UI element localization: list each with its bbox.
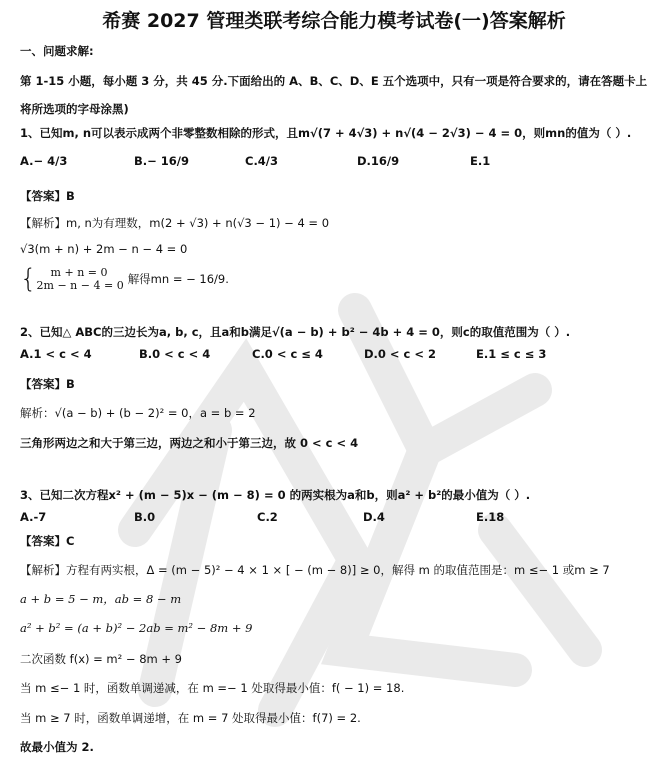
q3-analysis-5: 当 m ≤− 1 时，函数单调递减，在 m =− 1 处取得最小值：f( − 1) = 18.	[20, 681, 405, 695]
q1-option-d: D.16/9	[357, 154, 400, 168]
q1-stem: 1、已知m, n可以表示成两个非零整数相除的形式，且m√(7 + 4√3) + n√(4 − 2√3) − 4 = 0，则mn的值为（ ）.	[20, 126, 632, 140]
q2-option-c: C.0 < c ≤ 4	[252, 347, 323, 361]
q2-option-a: A.1 < c < 4	[20, 347, 92, 361]
q1-answer: 【答案】B	[20, 189, 75, 203]
q1-equation-1: m + n = 0	[50, 266, 108, 279]
q1-option-b: B.− 16/9	[134, 154, 189, 168]
q2-analysis-1: 解析：√(a − b) + (b − 2)² = 0，a = b = 2	[20, 406, 256, 420]
q3-answer: 【答案】C	[20, 534, 75, 548]
left-brace: {	[20, 264, 37, 294]
q1-option-c: C.4/3	[245, 154, 279, 168]
page-title: 希赛 2027 管理类联考综合能力模考试卷(一)答案解析	[102, 10, 566, 32]
q3-option-a: A.-7	[20, 510, 47, 524]
q3-stem: 3、已知二次方程x² + (m − 5)x − (m − 8) = 0 的两实根为a和b，则a² + b²的最小值为（ ）.	[20, 488, 531, 502]
q1-equation-2: 2m − n − 4 = 0	[36, 279, 124, 292]
q3-conclusion: 故最小值为 2.	[20, 740, 94, 754]
q3-analysis-4: 二次函数 f(x) = m² − 8m + 9	[20, 652, 182, 666]
q1-analysis-1: 【解析】m, n为有理数，m(2 + √3) + n(√3 − 1) − 4 = 0	[20, 216, 330, 230]
instructions-line-2: 将所选项的字母涂黑)	[20, 102, 129, 116]
q3-analysis-1: 【解析】方程有两实根，Δ = (m − 5)² − 4 × 1 × [ − (m − 8)] ≥ 0，解得 m 的取值范围是：m ≤− 1 或m ≥ 7	[20, 563, 610, 577]
q3-analysis-3: a² + b² = (a + b)² − 2ab = m² − 8m + 9	[20, 621, 253, 635]
q2-option-b: B.0 < c < 4	[139, 347, 211, 361]
q1-analysis-2: √3(m + n) + 2m − n − 4 = 0	[20, 242, 188, 256]
q1-option-e: E.1	[470, 154, 491, 168]
q3-analysis-6: 当 m ≥ 7 时，函数单调递增，在 m = 7 处取得最小值：f(7) = 2.	[20, 711, 361, 725]
q1-system	[20, 266, 229, 292]
q2-stem: 2、已知△ ABC的三边长为a, b, c，且a和b满足√(a − b) + b² − 4b + 4 = 0，则c的取值范围为（ ）.	[20, 325, 571, 339]
q2-analysis-2: 三角形两边之和大于第三边，两边之和小于第三边，故 0 < c < 4	[20, 436, 359, 450]
q2-option-d: D.0 < c < 2	[364, 347, 437, 361]
q2-answer: 【答案】B	[20, 377, 75, 391]
q1-option-a: A.− 4/3	[20, 154, 68, 168]
section-heading: 一、问题求解:	[20, 44, 94, 58]
q3-analysis-2: a + b = 5 − m，ab = 8 − m	[20, 592, 182, 606]
q3-option-d: D.4	[363, 510, 385, 524]
q3-option-c: C.2	[257, 510, 278, 524]
instructions-line-1: 第 1-15 小题，每小题 3 分，共 45 分.下面给出的 A、B、C、D、E 五个选项中，只有一项是符合要求的，请在答题卡上	[20, 74, 648, 88]
q1-result: 解得mn = − 16/9.	[127, 272, 229, 286]
q2-option-e: E.1 ≤ c ≤ 3	[476, 347, 547, 361]
q3-option-e: E.18	[476, 510, 505, 524]
q3-option-b: B.0	[134, 510, 156, 524]
